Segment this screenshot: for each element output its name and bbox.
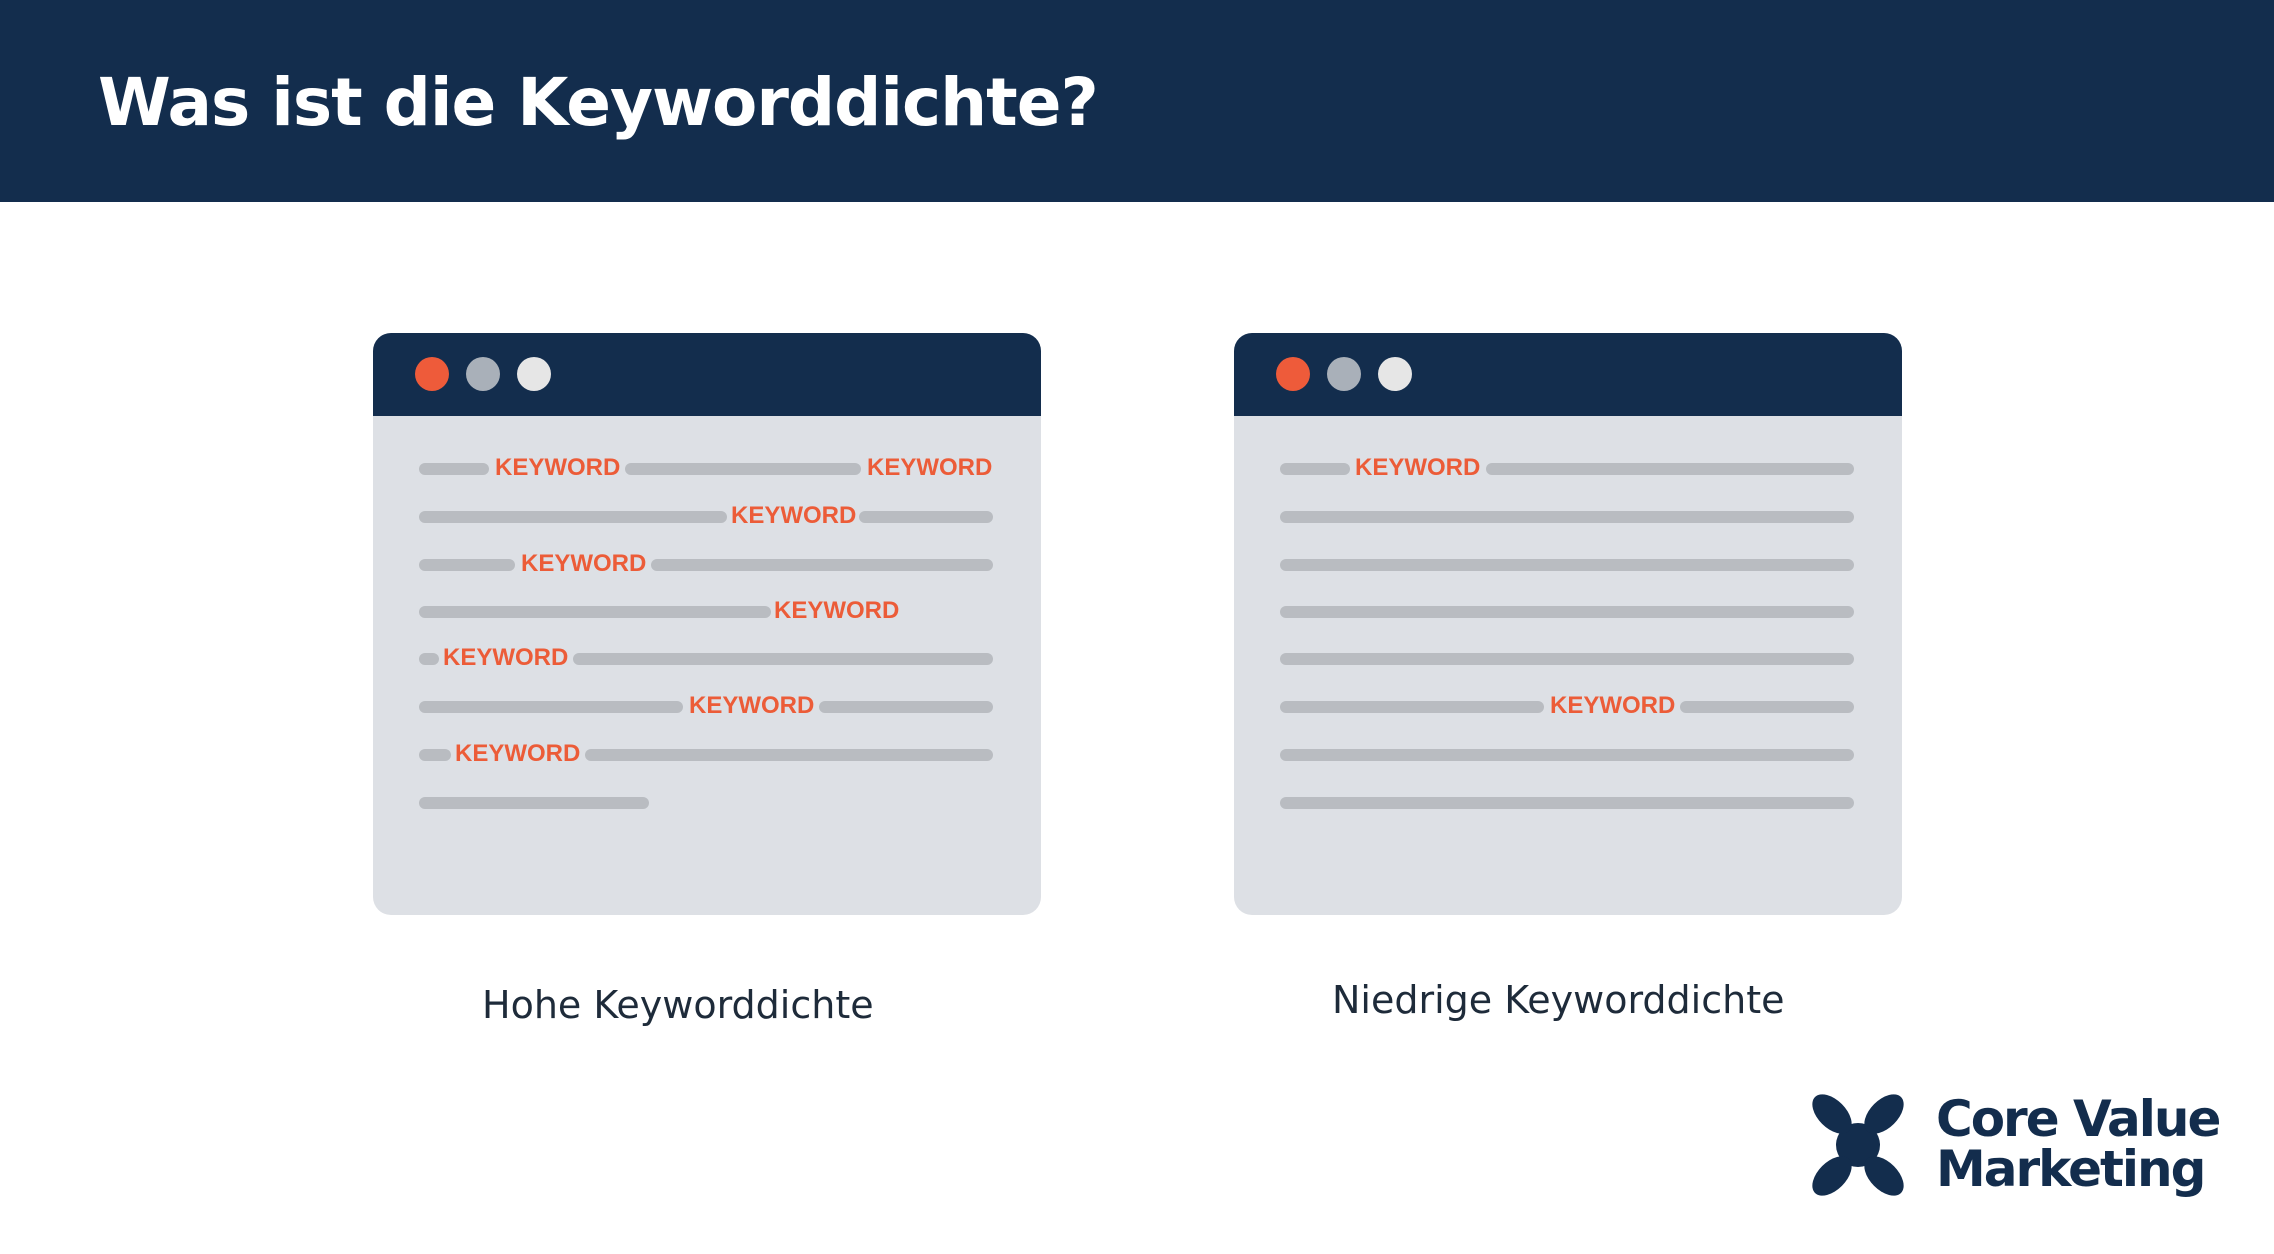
text-line <box>1280 653 1854 665</box>
window-titlebar <box>1234 333 1902 416</box>
keyword-label: KEYWORD <box>1550 692 1676 719</box>
brand-logo-text <box>1936 1090 2220 1198</box>
brand-line-1: Core Value <box>1936 1090 2220 1148</box>
text-line <box>1280 701 1544 713</box>
text-line <box>1280 511 1854 523</box>
text-line <box>419 653 439 665</box>
text-line <box>1280 559 1854 571</box>
cross-logo-icon <box>1806 1092 1910 1198</box>
keyword-label: KEYWORD <box>1355 454 1481 481</box>
text-line <box>419 511 727 523</box>
caption-low-density: Niedrige Keyworddichte <box>1332 978 1785 1022</box>
text-line <box>819 701 993 713</box>
text-line <box>1280 749 1854 761</box>
text-line <box>419 463 489 475</box>
caption-high-density: Hohe Keyworddichte <box>482 983 874 1027</box>
text-line <box>419 701 683 713</box>
text-line <box>419 749 451 761</box>
keyword-label: KEYWORD <box>689 692 815 719</box>
minimize-dot-icon <box>466 357 500 391</box>
text-line <box>625 463 861 475</box>
text-line <box>651 559 993 571</box>
page-title: Was ist die Keyworddichte? <box>98 64 1098 141</box>
text-line <box>585 749 993 761</box>
brand-line-2: Marketing <box>1936 1140 2205 1198</box>
high-density-window <box>373 333 1041 915</box>
low-density-window <box>1234 333 1902 915</box>
text-line <box>573 653 993 665</box>
text-line <box>419 559 515 571</box>
keyword-label: KEYWORD <box>731 502 857 529</box>
text-line <box>1680 701 1854 713</box>
text-line <box>419 606 771 618</box>
keyword-label: KEYWORD <box>521 550 647 577</box>
text-line <box>1280 463 1350 475</box>
maximize-dot-icon <box>1378 357 1412 391</box>
close-dot-icon <box>415 357 449 391</box>
text-line <box>1280 606 1854 618</box>
text-line <box>419 797 649 809</box>
text-line <box>859 511 993 523</box>
keyword-label: KEYWORD <box>443 644 569 671</box>
text-line <box>1280 797 1854 809</box>
close-dot-icon <box>1276 357 1310 391</box>
minimize-dot-icon <box>1327 357 1361 391</box>
header-banner <box>0 0 2274 202</box>
keyword-label: KEYWORD <box>867 454 993 481</box>
keyword-label: KEYWORD <box>774 597 900 624</box>
keyword-label: KEYWORD <box>455 740 581 767</box>
keyword-label: KEYWORD <box>495 454 621 481</box>
text-line <box>1486 463 1854 475</box>
window-titlebar <box>373 333 1041 416</box>
maximize-dot-icon <box>517 357 551 391</box>
